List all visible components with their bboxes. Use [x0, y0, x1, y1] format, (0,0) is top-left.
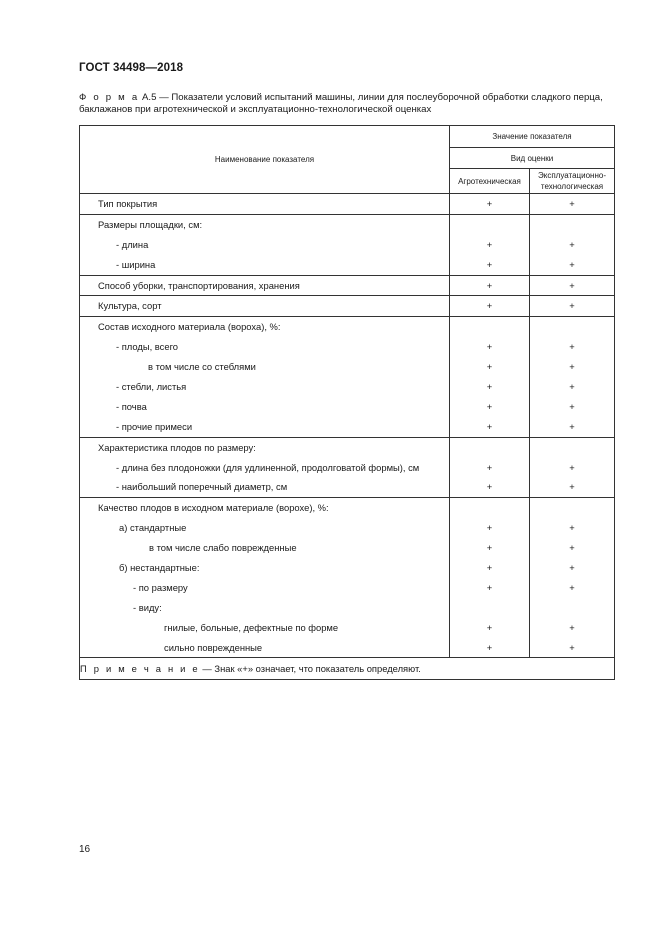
form-title-line1: — Показатели условий испытаний машины, линии для послеуборочной обработки сладкого перца, [156, 92, 603, 103]
row-label: - плоды, всего [116, 341, 179, 353]
row-label: Состав исходного материала (вороха), %: [98, 321, 281, 333]
header-operational-line2: технологическая [540, 182, 604, 191]
note-prefix: П р и м е ч а н и е [80, 663, 200, 675]
agro-mark: + [486, 522, 493, 534]
agro-mark [450, 317, 529, 337]
note-text: — Знак «+» означает, что показатель определяют. [199, 663, 421, 675]
expl-mark [530, 498, 614, 518]
row-label: - прочие примеси [116, 420, 193, 432]
expl-mark: + [569, 300, 575, 312]
expl-mark: + [569, 258, 575, 270]
row-label: - по размеру [133, 581, 188, 593]
expl-mark [530, 215, 614, 235]
expl-mark: + [569, 400, 575, 412]
expl-mark: + [569, 562, 575, 574]
expl-mark: + [569, 361, 575, 373]
agro-mark: + [486, 641, 493, 653]
form-number: А.5 [142, 92, 157, 103]
row-label: - стебли, листья [116, 381, 187, 393]
table-row [80, 275, 615, 296]
row-label: Культура, сорт [98, 300, 162, 312]
row-label: Качество плодов в исходном материале (ворохе), %: [98, 502, 329, 514]
row-label: - наибольший поперечный диаметр, см [116, 481, 288, 493]
table-row-group [80, 498, 615, 658]
header-operational [530, 169, 615, 194]
agro-mark: + [486, 279, 493, 291]
expl-mark: + [569, 621, 575, 633]
agro-mark: + [486, 381, 493, 393]
row-label: в том числе слабо поврежденные [149, 542, 297, 554]
agro-mark [450, 438, 529, 458]
row-label: сильно поврежденные [164, 641, 263, 653]
expl-mark: + [569, 198, 575, 209]
header-evaluation-type: Вид оценки [450, 148, 615, 169]
agro-mark: + [486, 341, 493, 353]
row-label: - длина [116, 238, 149, 250]
page-number: 16 [79, 844, 91, 855]
agro-mark: + [486, 581, 493, 593]
agro-mark: + [486, 562, 493, 574]
agro-mark: + [486, 621, 493, 633]
agro-mark: + [486, 238, 493, 250]
agro-mark: + [486, 461, 493, 473]
header-indicator-name: Наименование показателя [80, 126, 450, 194]
row-label: Тип покрытия [98, 198, 158, 209]
row-label: гнилые, больные, дефектные по форме [164, 621, 339, 633]
indicators-table [79, 125, 615, 680]
table-row-group [80, 437, 615, 498]
agro-mark: + [486, 198, 493, 209]
expl-mark: + [569, 581, 575, 593]
row-label: - почва [116, 400, 147, 412]
form-title [79, 92, 624, 116]
form-prefix: Ф о р м а [79, 92, 140, 103]
expl-mark: + [569, 381, 575, 393]
agro-mark: + [486, 258, 493, 270]
agro-mark: + [486, 300, 493, 312]
table-row-group [80, 214, 615, 275]
header-indicator-value: Значение показателя [450, 126, 615, 148]
document-code: ГОСТ 34498—2018 [79, 62, 184, 74]
row-label: Способ уборки, транспортирования, хранения [98, 279, 300, 291]
form-title-line2: баклажанов при агротехнической и эксплуатационно-технологической оценках [79, 104, 432, 115]
row-label: б) нестандартные: [119, 562, 200, 574]
expl-mark [530, 438, 614, 458]
agro-mark [450, 598, 529, 618]
table-row [80, 194, 615, 215]
table-row-group [80, 317, 615, 437]
table-row [80, 296, 615, 317]
agro-mark: + [486, 361, 493, 373]
table-note-row [80, 658, 615, 680]
agro-mark [450, 498, 529, 518]
expl-mark: + [569, 542, 575, 554]
expl-mark: + [569, 481, 575, 493]
agro-mark: + [486, 420, 493, 432]
expl-mark [530, 317, 614, 337]
expl-mark: + [569, 420, 575, 432]
agro-mark: + [486, 400, 493, 412]
expl-mark: + [569, 641, 575, 653]
agro-mark [450, 215, 529, 235]
expl-mark: + [569, 279, 575, 291]
expl-mark: + [569, 341, 575, 353]
row-label: - ширина [116, 258, 156, 270]
row-label: Размеры площадки, см: [98, 218, 203, 230]
agro-mark: + [486, 481, 493, 493]
agro-mark: + [486, 542, 493, 554]
header-agrotechnical: Агротехническая [450, 169, 530, 194]
expl-mark: + [569, 461, 575, 473]
table-note [80, 658, 615, 680]
row-label: - виду: [133, 601, 162, 613]
expl-mark: + [569, 522, 575, 534]
expl-mark [530, 598, 614, 618]
header-operational-line1: Эксплуатационно- [538, 171, 606, 180]
row-label: а) стандартные [119, 522, 187, 534]
row-label: Характеристика плодов по размеру: [98, 441, 256, 453]
row-label: в том числе со стеблями [148, 361, 256, 373]
expl-mark: + [569, 238, 575, 250]
row-label: - длина без плодоножки (для удлиненной, продолговатой формы), см [116, 461, 420, 473]
